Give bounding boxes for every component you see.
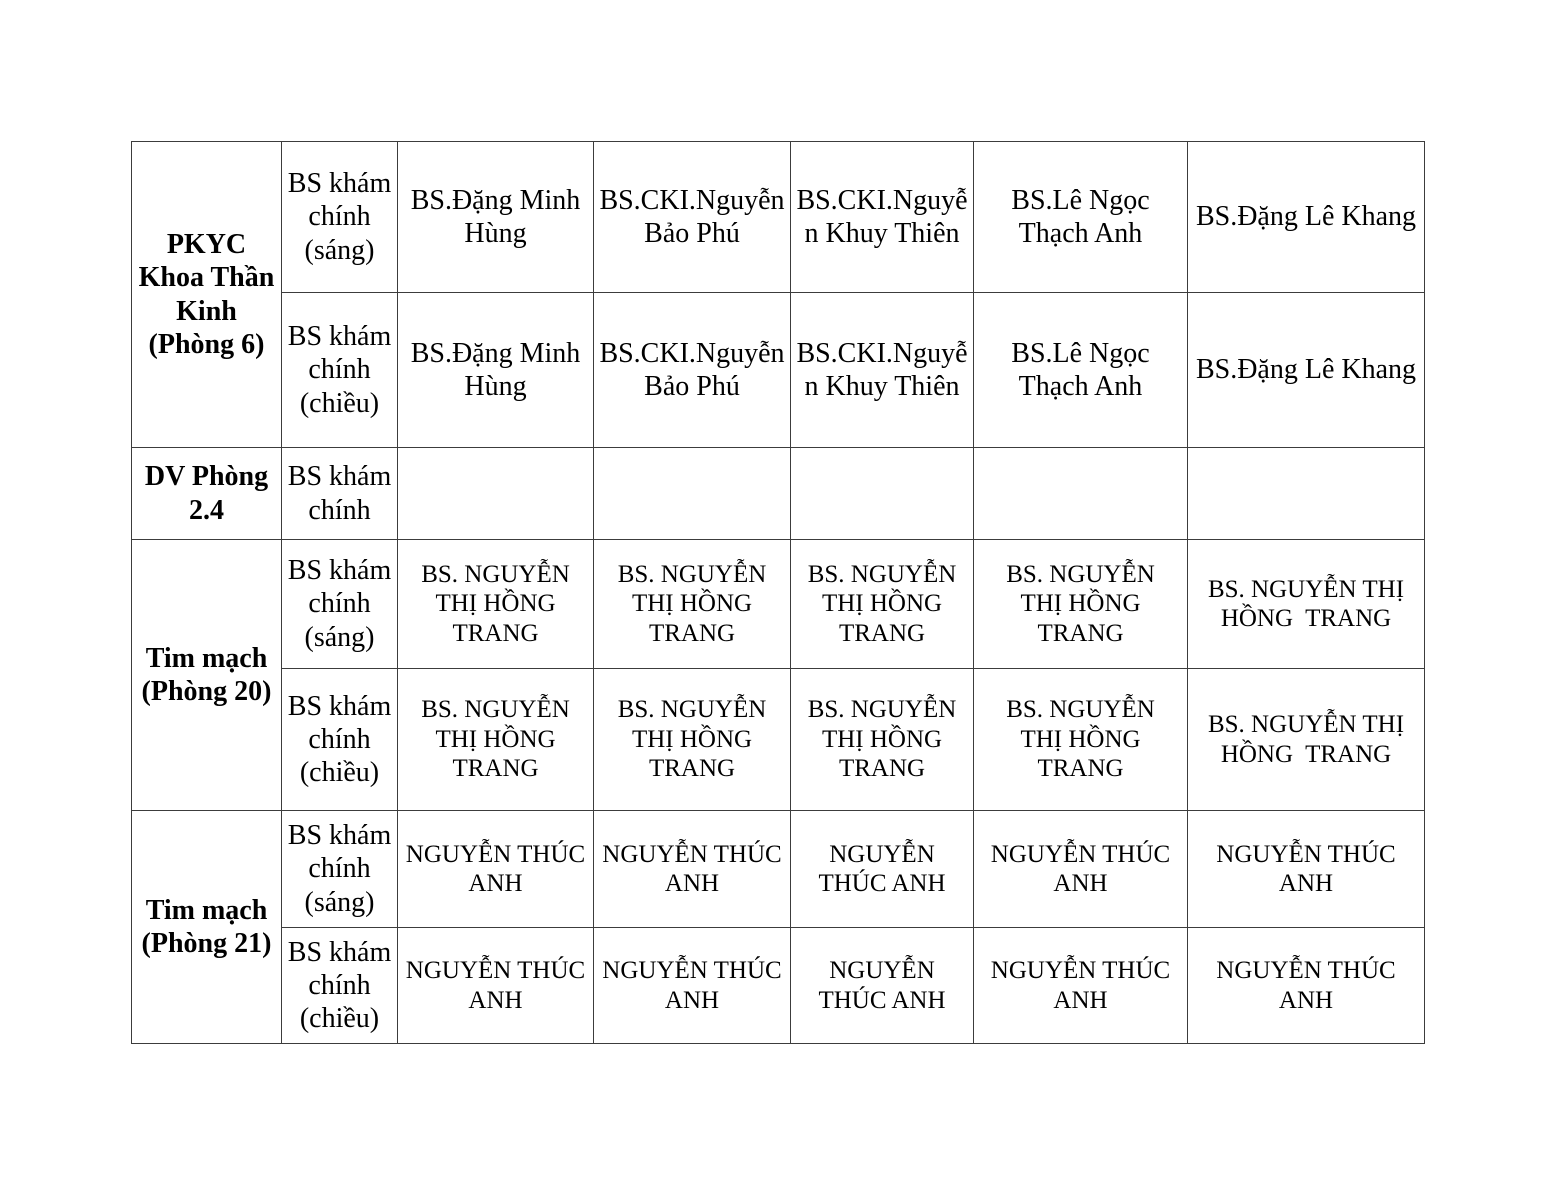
doctor-cell: BS. NGUYỄN THỊ HỒNG TRANG xyxy=(398,540,594,669)
doctor-cell: NGUYỄN THÚC ANH xyxy=(594,928,791,1044)
doctor-cell: BS.Đặng Lê Khang xyxy=(1188,142,1425,293)
doctor-cell: NGUYỄN THÚC ANH xyxy=(974,928,1188,1044)
shift-cell: BS khám chính (sáng) xyxy=(282,540,398,669)
room-cell-dv-phong-2-4: DV Phòng 2.4 xyxy=(132,448,282,540)
doctor-cell: BS. NGUYỄN THỊ HỒNG TRANG xyxy=(1188,669,1425,811)
table-row xyxy=(132,448,1425,540)
shift-cell: BS khám chính (sáng) xyxy=(282,142,398,293)
doctor-cell-empty xyxy=(1188,448,1425,540)
doctor-cell: BS. NGUYỄN THỊ HỒNG TRANG xyxy=(1188,540,1425,669)
schedule-table xyxy=(131,141,1425,1044)
room-cell-pkyc-khoa-than-kinh: PKYC Khoa Thần Kinh (Phòng 6) xyxy=(132,142,282,448)
doctor-cell: BS. NGUYỄN THỊ HỒNG TRANG xyxy=(594,540,791,669)
doctor-cell: BS. NGUYỄN THỊ HỒNG TRANG xyxy=(791,669,974,811)
doctor-cell-empty xyxy=(974,448,1188,540)
doctor-cell: BS.CKI.Nguyễn Bảo Phú xyxy=(594,142,791,293)
doctor-cell-empty xyxy=(398,448,594,540)
doctor-cell-empty xyxy=(594,448,791,540)
room-cell-tim-mach-phong-20: Tim mạch (Phòng 20) xyxy=(132,540,282,811)
table-row xyxy=(132,811,1425,928)
doctor-cell: BS.Đặng Minh Hùng xyxy=(398,293,594,448)
shift-cell: BS khám chính xyxy=(282,448,398,540)
doctor-cell: BS.Lê Ngọc Thạch Anh xyxy=(974,142,1188,293)
shift-cell: BS khám chính (chiều) xyxy=(282,293,398,448)
table-row xyxy=(132,540,1425,669)
doctor-cell: NGUYỄN THÚC ANH xyxy=(791,928,974,1044)
doctor-cell: BS. NGUYỄN THỊ HỒNG TRANG xyxy=(398,669,594,811)
doctor-cell: NGUYỄN THÚC ANH xyxy=(398,811,594,928)
table-row xyxy=(132,928,1425,1044)
doctor-cell: BS.CKI.Nguyễn Bảo Phú xyxy=(594,293,791,448)
doctor-cell: NGUYỄN THÚC ANH xyxy=(791,811,974,928)
shift-cell: BS khám chính (sáng) xyxy=(282,811,398,928)
doctor-cell: BS.CKI.Nguyễn Khuy Thiên xyxy=(791,142,974,293)
doctor-cell: BS. NGUYỄN THỊ HỒNG TRANG xyxy=(974,669,1188,811)
doctor-cell: NGUYỄN THÚC ANH xyxy=(594,811,791,928)
shift-cell: BS khám chính (chiều) xyxy=(282,669,398,811)
table-row xyxy=(132,669,1425,811)
doctor-cell: BS.CKI.Nguyễn Khuy Thiên xyxy=(791,293,974,448)
doctor-cell: NGUYỄN THÚC ANH xyxy=(1188,811,1425,928)
shift-cell: BS khám chính (chiều) xyxy=(282,928,398,1044)
doctor-cell: BS. NGUYỄN THỊ HỒNG TRANG xyxy=(791,540,974,669)
doctor-cell: BS. NGUYỄN THỊ HỒNG TRANG xyxy=(974,540,1188,669)
doctor-cell: BS.Đặng Minh Hùng xyxy=(398,142,594,293)
doctor-cell: BS.Lê Ngọc Thạch Anh xyxy=(974,293,1188,448)
doctor-cell: NGUYỄN THÚC ANH xyxy=(974,811,1188,928)
room-cell-tim-mach-phong-21: Tim mạch (Phòng 21) xyxy=(132,811,282,1044)
doctor-cell: BS.Đặng Lê Khang xyxy=(1188,293,1425,448)
doctor-cell: BS. NGUYỄN THỊ HỒNG TRANG xyxy=(594,669,791,811)
doctor-cell-empty xyxy=(791,448,974,540)
doctor-cell: NGUYỄN THÚC ANH xyxy=(398,928,594,1044)
table-row xyxy=(132,142,1425,293)
doctor-cell: NGUYỄN THÚC ANH xyxy=(1188,928,1425,1044)
table-row xyxy=(132,293,1425,448)
